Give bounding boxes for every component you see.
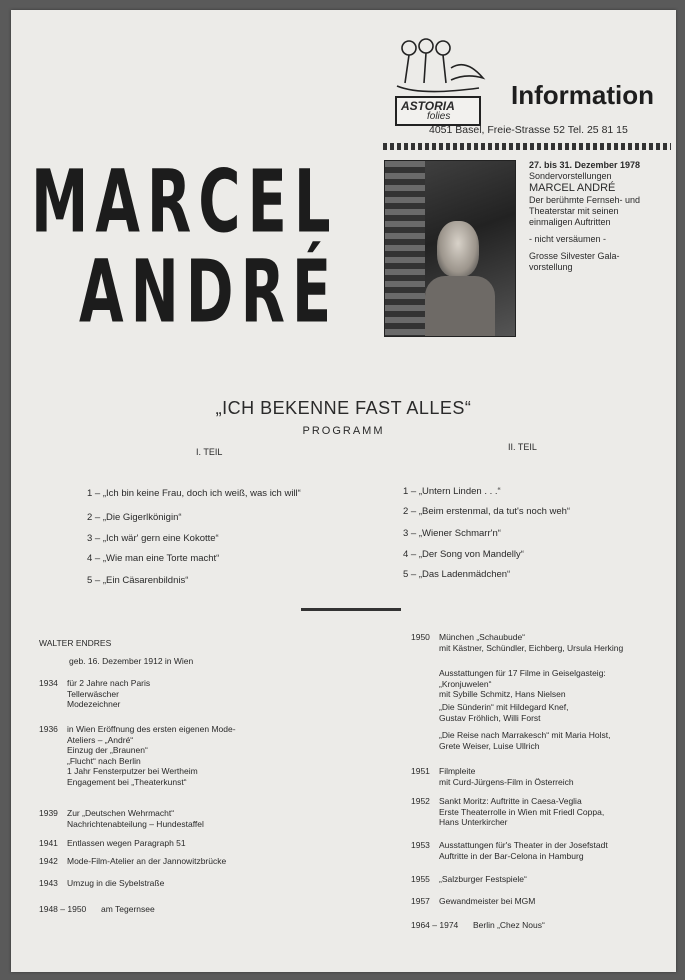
bio-entry bbox=[39, 678, 329, 710]
part2-label: II. TEIL bbox=[508, 442, 537, 452]
bio-entry bbox=[39, 838, 329, 849]
photo-curtain bbox=[385, 161, 425, 336]
bio-line: Berlin „Chez Nous“ bbox=[473, 920, 545, 930]
bio-year: 1955 bbox=[411, 874, 430, 884]
bio-line: Gewandmeister bei MGM bbox=[439, 896, 536, 906]
bio-year: 1948 – 1950 bbox=[39, 904, 87, 914]
part2-item: 2 – „Beim erstenmal, da tut's noch weh“ bbox=[403, 506, 571, 517]
logo-text-astoria: ASTORIA bbox=[401, 99, 455, 113]
bio-text bbox=[439, 796, 671, 828]
bio-line: „Die Sünderin“ mit Hildegard Knef, bbox=[439, 702, 569, 712]
gala-line2: vorstellung bbox=[529, 262, 573, 272]
bio-born: geb. 16. Dezember 1912 in Wien bbox=[69, 656, 194, 666]
program-title: „ICH BEKENNE FAST ALLES“ bbox=[215, 398, 472, 418]
bio-line: für 2 Jahre nach Paris bbox=[67, 678, 151, 688]
bio-text bbox=[67, 838, 329, 849]
announcement bbox=[529, 160, 674, 273]
dotted-divider bbox=[383, 143, 671, 150]
bio-entry bbox=[411, 668, 671, 700]
section-rule bbox=[301, 608, 401, 611]
bio-name: WALTER ENDRES bbox=[39, 638, 112, 648]
bio-line: München „Schaubude“ bbox=[439, 632, 526, 642]
bio-text bbox=[439, 702, 671, 723]
bio-line: Filmpleite bbox=[439, 766, 476, 776]
bio-year: 1953 bbox=[411, 840, 430, 850]
bio-line: Mode-Film-Atelier an der Jannowitzbrücke bbox=[67, 856, 227, 866]
bio-text bbox=[439, 840, 671, 861]
logo-plate bbox=[395, 96, 481, 126]
bio-text bbox=[67, 878, 329, 889]
bio-entry bbox=[411, 766, 671, 787]
announcement-note: - nicht versäumen - bbox=[529, 234, 607, 244]
bio-line: Ausstattungen für's Theater in der Josefstadt bbox=[439, 840, 608, 850]
document-page bbox=[11, 10, 676, 972]
bio-year: 1943 bbox=[39, 878, 58, 888]
bio-line: Gustav Fröhlich, Willi Forst bbox=[439, 712, 541, 723]
bio-text bbox=[439, 874, 671, 885]
bio-line: am Tegernsee bbox=[101, 904, 155, 914]
part1-label: I. TEIL bbox=[196, 447, 223, 457]
logo-text-folies: folies bbox=[427, 111, 451, 122]
bio-year: 1951 bbox=[411, 766, 430, 776]
announcement-name: MARCEL ANDRÉ bbox=[529, 182, 616, 194]
bio-line: mit Curd-Jürgens-Film in Österreich bbox=[439, 776, 574, 787]
bio-text bbox=[67, 856, 329, 867]
bio-text bbox=[439, 632, 671, 653]
part2-item: 1 – „Untern Linden . . .“ bbox=[403, 486, 501, 497]
bio-text bbox=[439, 766, 671, 787]
bio-line: Hans Unterkircher bbox=[439, 817, 508, 827]
bio-year: 1939 bbox=[39, 808, 58, 818]
bio-right-column bbox=[411, 632, 671, 962]
gala-line1: Grosse Silvester Gala- bbox=[529, 251, 620, 261]
performer-body bbox=[425, 276, 495, 336]
part1-item: 5 – „Ein Cäsarenbildnis“ bbox=[87, 575, 189, 586]
bio-text bbox=[67, 808, 329, 829]
bio-line: Erste Theaterrolle in Wien mit Friedl Coppa, bbox=[439, 806, 605, 817]
dates: 27. bis 31. Dezember 1978 bbox=[529, 160, 641, 170]
announcement-desc3: einmaligen Auftritten bbox=[529, 217, 611, 227]
bio-year: 1964 – 1974 bbox=[411, 920, 459, 930]
headline-name-line2: ANDRÉ bbox=[79, 243, 339, 344]
address-line: 4051 Basel, Freie-Strasse 52 Tel. 25 81 15 bbox=[429, 124, 628, 136]
bio-line: Umzug in die Sybelstraße bbox=[67, 878, 165, 888]
bio-entry bbox=[39, 878, 329, 889]
bio-entry bbox=[411, 730, 671, 751]
bio-year: 1957 bbox=[411, 896, 430, 906]
bio-year: 1936 bbox=[39, 724, 58, 734]
bio-line: Zur „Deutschen Wehrmacht“ bbox=[67, 808, 175, 818]
bio-line: Ateliers – „André“ bbox=[67, 734, 134, 745]
part1-item: 1 – „Ich bin keine Frau, doch ich weiß, was ich will“ bbox=[87, 488, 301, 499]
bio-entry bbox=[39, 856, 329, 867]
bio-year: 1941 bbox=[39, 838, 58, 848]
bio-entry bbox=[39, 808, 329, 829]
bio-line: Tellerwäscher bbox=[67, 688, 119, 699]
bio-entry bbox=[411, 874, 671, 885]
bio-line: Engagement bei „Theaterkunst“ bbox=[67, 776, 187, 787]
part2-item: 5 – „Das Ladenmädchen“ bbox=[403, 569, 511, 580]
bio-entry bbox=[411, 840, 671, 861]
bio-line: Einzug der „Braunen“ bbox=[67, 745, 148, 755]
program-subtitle: PROGRAMM bbox=[302, 425, 385, 437]
bio-text bbox=[439, 896, 671, 907]
bio-text bbox=[439, 668, 671, 700]
bio-entry bbox=[411, 796, 671, 828]
bio-text bbox=[67, 724, 329, 787]
bio-line: „Kronjuwelen“ bbox=[439, 678, 492, 689]
part2-item: 3 – „Wiener Schmarr'n“ bbox=[403, 528, 501, 539]
bio-line: Grete Weiser, Luise Ullrich bbox=[439, 740, 540, 751]
headline-name-line1: MARCEL bbox=[31, 153, 338, 254]
bio-line: Entlassen wegen Paragraph 51 bbox=[67, 838, 186, 848]
bio-year: 1950 bbox=[411, 632, 430, 642]
announcement-desc2: Theaterstar mit seinen bbox=[529, 206, 619, 216]
part2-item: 4 – „Der Song von Mandelly“ bbox=[403, 549, 524, 560]
part1-item: 4 – „Wie man eine Torte macht“ bbox=[87, 553, 220, 564]
bio-left-column bbox=[39, 678, 329, 958]
bio-line: „Die Reise nach Marrakesch“ mit Maria Holst, bbox=[439, 730, 611, 740]
bio-line: mit Kästner, Schündler, Eichberg, Ursula Herking bbox=[439, 642, 624, 653]
bio-entry bbox=[411, 702, 671, 723]
bio-entry bbox=[39, 724, 329, 787]
bio-line: 1 Jahr Fensterputzer bei Wertheim bbox=[67, 766, 198, 776]
performer-photo bbox=[384, 160, 516, 337]
bio-year: 1952 bbox=[411, 796, 430, 806]
bio-line: Sankt Moritz: Auftritte in Caesa-Veglia bbox=[439, 796, 582, 806]
astoria-logo bbox=[391, 38, 486, 126]
bio-line: „Salzburger Festspiele“ bbox=[439, 874, 527, 884]
bio-line: Nachrichtenabteilung – Hundestaffel bbox=[67, 818, 204, 829]
bio-line: in Wien Eröffnung des ersten eigenen Mode- bbox=[67, 724, 236, 734]
bio-text bbox=[473, 920, 671, 931]
bio-text bbox=[101, 904, 329, 915]
bio-entry bbox=[411, 632, 671, 653]
bio-year: 1934 bbox=[39, 678, 58, 688]
bio-line: Ausstattungen für 17 Filme in Geiselgasteig: bbox=[439, 668, 606, 678]
part1-item: 3 – „Ich wär' gern eine Kokotte“ bbox=[87, 533, 219, 544]
bio-line: „Flucht“ nach Berlin bbox=[67, 755, 141, 766]
bio-line: Modezeichner bbox=[67, 699, 121, 709]
bio-line: Auftritte in der Bar-Celona in Hamburg bbox=[439, 850, 584, 861]
bio-line: mit Sybille Schmitz, Hans Nielsen bbox=[439, 689, 566, 699]
bio-text bbox=[439, 730, 671, 751]
announcement-desc1: Der berühmte Fernseh- und bbox=[529, 195, 641, 205]
part1-item: 2 – „Die Gigerlkönigin“ bbox=[87, 512, 182, 523]
bio-entry bbox=[39, 904, 329, 915]
bio-entry bbox=[411, 896, 671, 907]
performer-face bbox=[437, 221, 479, 277]
info-title: Information bbox=[511, 80, 654, 110]
bio-text bbox=[67, 678, 329, 710]
announcement-line1: Sondervorstellungen bbox=[529, 171, 612, 181]
bio-year: 1942 bbox=[39, 856, 58, 866]
bio-entry bbox=[411, 920, 671, 931]
dancers-logo-icon bbox=[391, 38, 486, 98]
